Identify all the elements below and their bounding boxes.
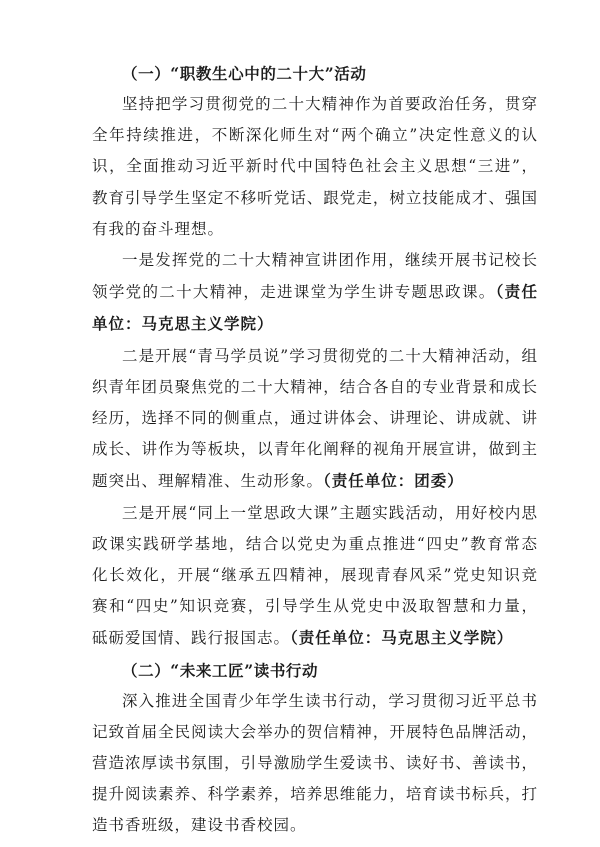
section-1-item-1-paragraph [92, 245, 538, 341]
responsibility-unit: （责任单位：马克思主义学院） [92, 282, 538, 334]
paragraph-text: 一是发挥党的二十大精神宣讲团作用，继续开展书记校长领学党的二十大精神，走进课堂为学生讲专题思政课。 [92, 251, 538, 302]
section-1-intro-paragraph [92, 89, 538, 245]
paragraph-text: 二是开展“青马学员说”学习贯彻党的二十大精神活动，组织青年团员聚焦党的二十大精神，结合各自的专业背景和成长经历，选择不同的侧重点，通过讲体会、讲理论、讲成就、讲成长、讲作为等板块，以青年化阐释的视角开展宣讲，做到主题突出、理解精准、生动形象。 [92, 346, 538, 491]
paragraph-text: 深入推进全国青少年学生读书行动，学习贯彻习近平总书记致首届全民阅读大会举办的贺信精神，开展特色品牌活动，营造浓厚读书氛围，引导激励学生爱读书、读好书、善读书，提升阅读素养、科学素养，培养思维能力，培育读书标兵，打造书香班级，建设书香校园。 [92, 691, 538, 835]
responsibility-unit: （责任单位：团委） [323, 471, 464, 491]
section-1-heading: （一）“职教生心中的二十大”活动 [122, 64, 367, 83]
responsibility-unit: （责任单位：马克思主义学院） [290, 628, 514, 648]
document-body [92, 58, 538, 842]
section-1-item-3-paragraph [92, 498, 538, 655]
section-2-heading: （二）“未来工匠”读书行动 [122, 660, 319, 680]
paragraph-text: 坚持把学习贯彻党的二十大精神作为首要政治任务，贯穿全年持续推进，不断深化师生对“两个确立”决定性意义的认识，全面推动习近平新时代中国特色社会主义思想“三进”，教育引导学生坚定不移听党话、跟党走，树立技能成才、强国有我的奋斗理想。 [92, 95, 538, 238]
section-1-item-2-paragraph [92, 341, 538, 498]
paragraph-text: 三是开展“同上一堂思政大课”主题实践活动，用好校内思政课实践研学基地，结合以党史为重点推进“四史”教育常态化长效化，开展“继承五四精神，展现青春风采”党史知识竞赛和“四史”知识竞赛，引导学生从党史中汲取智慧和力量，砥砺爱国情、践行报国志。 [92, 503, 538, 648]
section-2-intro-paragraph [92, 686, 538, 842]
